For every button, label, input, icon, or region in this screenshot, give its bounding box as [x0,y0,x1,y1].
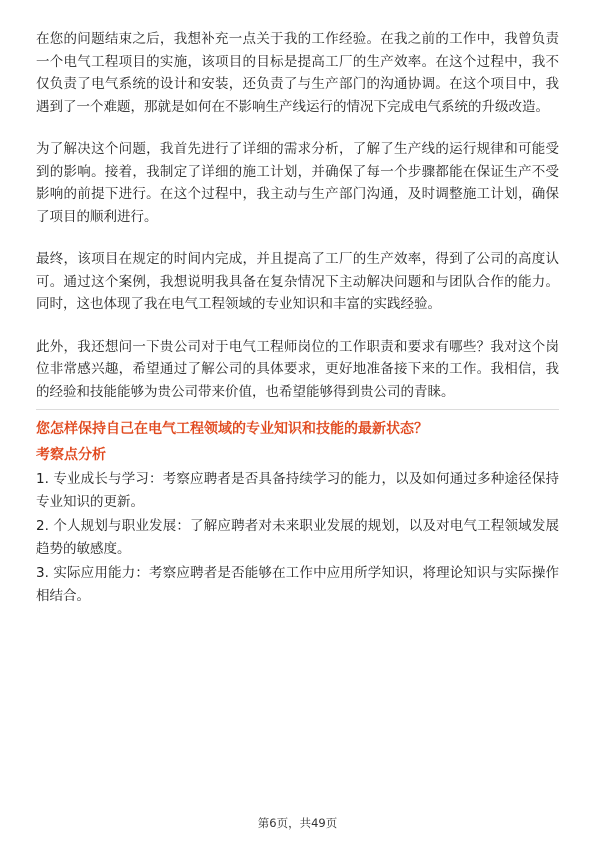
question-heading: 您怎样保持自己在电气工程领域的专业知识和技能的最新状态？ [36,421,428,437]
analysis-point-3: 3. 实际应用能力：考察应聘者是否能够在工作中应用所学知识，将理论知识与实际操作相结合。 [36,565,559,604]
analysis-point-2: 2. 个人规划与职业发展：了解应聘者对未来职业发展的规划，以及对电气工程领域发展趋势的敏感度。 [36,518,559,557]
analysis-point-1: 1. 专业成长与学习：考察应聘者是否具备持续学习的能力，以及如何通过多种途径保持专业知识的更新。 [36,471,559,510]
page-number: 第6页，共49页 [257,816,338,830]
page-content [36,28,559,609]
paragraph-3: 最终，该项目在规定的时间内完成，并且提高了工厂的生产效率，得到了公司的高度认可。通过这个案例，我想说明我具备在复杂情况下主动解决问题和与团队合作的能力。同时，这也体现了我在电气工程领域的专业知识和丰富的实践经验。 [36,251,559,312]
analysis-title: 考察点分析 [36,447,106,463]
analysis-points [36,468,559,607]
paragraph-1: 在您的问题结束之后，我想补充一点关于我的工作经验。在我之前的工作中，我曾负责一个电气工程项目的实施，该项目的目标是提高工厂的生产效率。在这个过程中，我不仅负责了电气系统的设计和安装，还负责了与生产部门的沟通协调。在这个项目中，我遇到了一个难题，那就是如何在不影响生产线运行的情况下完成电气系统的升级改造。 [36,31,559,115]
section-divider [36,409,559,410]
paragraph-2: 为了解决这个问题，我首先进行了详细的需求分析，了解了生产线的运行规律和可能受到的影响。接着，我制定了详细的施工计划，并确保了每一个步骤都能在保证生产不受影响的前提下进行。在这个过程中，我主动与生产部门沟通，及时调整施工计划，确保了项目的顺利进行。 [36,141,559,225]
paragraph-4: 此外，我还想问一下贵公司对于电气工程师岗位的工作职责和要求有哪些？我对这个岗位非常感兴趣，希望通过了解公司的具体要求，更好地准备接下来的工作。我相信，我的经验和技能能够为贵公司带来价值，也希望能够得到贵公司的青睐。 [36,338,559,400]
